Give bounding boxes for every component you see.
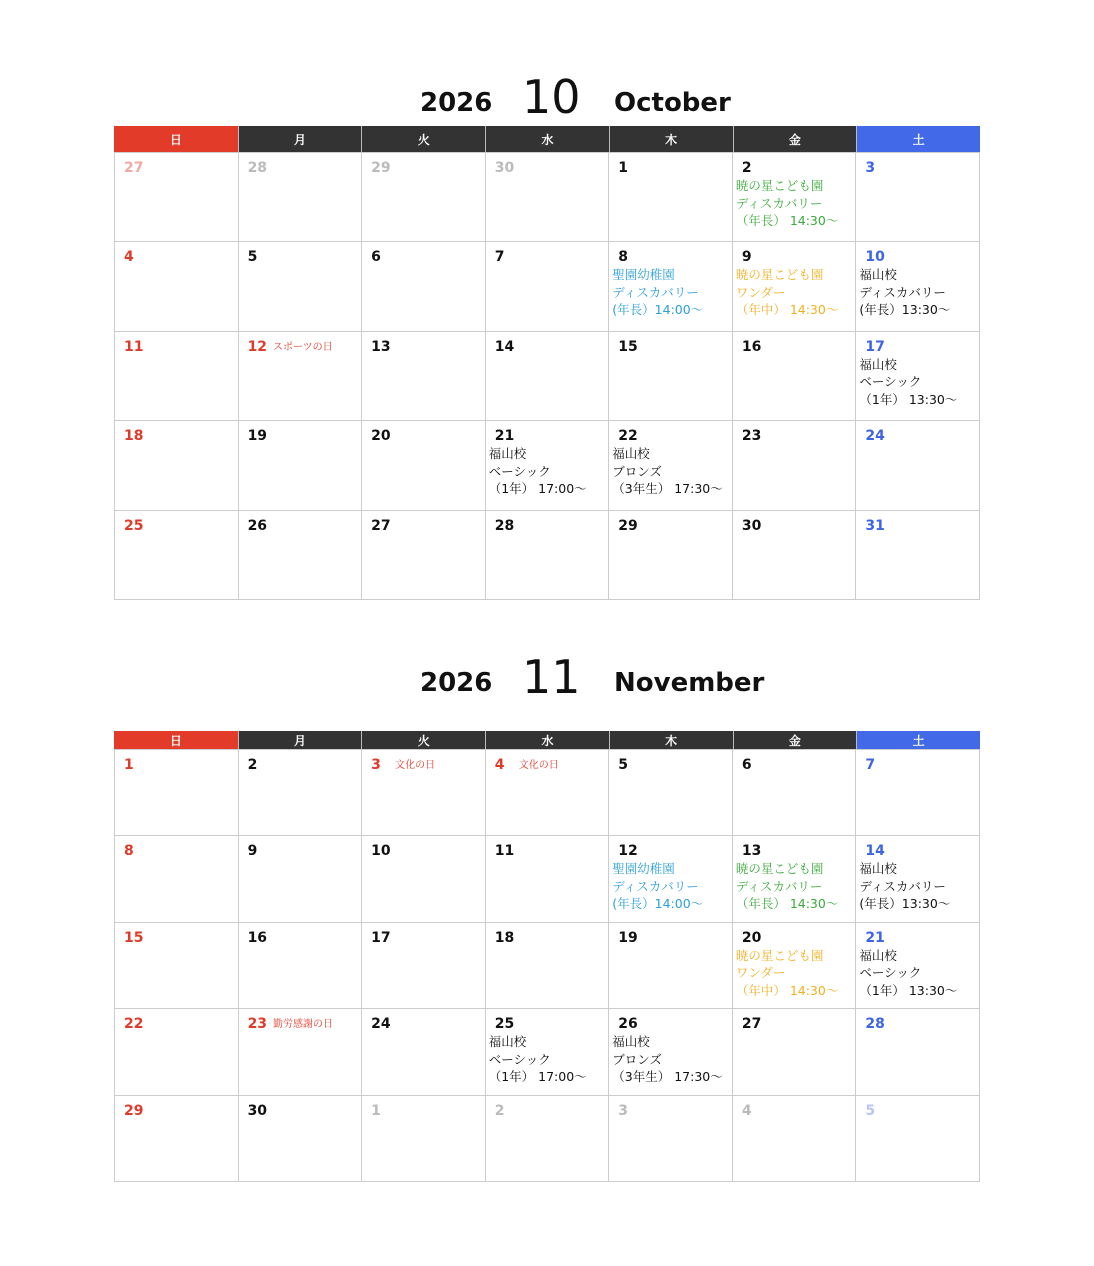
day-cell[interactable] (115, 421, 239, 510)
day-cell[interactable] (362, 511, 486, 600)
title-month-name: October (614, 88, 731, 118)
day-number: 23 (247, 1016, 268, 1033)
day-cell[interactable] (856, 332, 980, 421)
day-number: 6 (741, 757, 752, 773)
day-number: 14 (494, 338, 515, 355)
day-number: 17 (865, 338, 885, 355)
weekday-header-cell: 木 (609, 126, 733, 152)
day-number: 14 (865, 843, 885, 860)
day-cell[interactable] (609, 242, 733, 331)
holiday-label: 文化の日 (518, 760, 559, 771)
day-number: 5 (865, 1102, 876, 1119)
day-cell[interactable] (362, 923, 486, 1009)
event-line: （年長） 14:30～ (735, 213, 839, 228)
event-block (612, 266, 732, 319)
day-number: 5 (247, 249, 258, 266)
day-number: 31 (865, 517, 885, 534)
weekday-header-cell: 土 (856, 126, 980, 152)
event-line: （3年生） 17:30～ (612, 1069, 723, 1085)
event-line: 暁の星こども園 (735, 267, 824, 283)
day-number: 30 (494, 160, 515, 176)
event-line: 福山校 (859, 267, 897, 283)
day-cell[interactable] (239, 421, 363, 510)
day-cell[interactable] (115, 153, 239, 242)
day-number: 16 (741, 338, 762, 355)
day-cell[interactable] (362, 750, 486, 836)
day-number: 1 (124, 757, 134, 773)
weekday-header-cell: 木 (609, 731, 733, 749)
day-cell[interactable] (486, 511, 610, 600)
event-block (859, 356, 979, 409)
day-cell[interactable] (486, 923, 610, 1009)
day-number: 26 (618, 1016, 638, 1033)
day-number: 28 (865, 1016, 885, 1033)
day-number: 25 (494, 1016, 515, 1033)
day-number: 28 (247, 160, 268, 176)
weekday-header-cell: 月 (238, 731, 362, 749)
day-number: 9 (247, 843, 258, 860)
event-line: （年中） 14:30～ (735, 982, 839, 998)
event-line: ベーシック (859, 374, 922, 390)
day-cell[interactable] (486, 1009, 610, 1095)
event-line: (年長）14:00～ (612, 302, 704, 318)
event-line: （1年） 13:30～ (859, 391, 958, 407)
day-cell[interactable] (115, 923, 239, 1009)
weekday-header-row (114, 126, 980, 152)
day-cell[interactable] (856, 836, 980, 922)
day-cell[interactable] (486, 332, 610, 421)
event-line: 暁の星こども園 (735, 178, 824, 193)
holiday-label: 文化の日 (395, 760, 436, 771)
day-cell[interactable] (856, 1009, 980, 1095)
day-number: 12 (247, 338, 268, 355)
day-number: 9 (741, 249, 752, 266)
day-cell[interactable] (609, 1009, 733, 1095)
event-block (736, 947, 856, 1000)
event-line: 福山校 (859, 356, 897, 372)
day-number: 13 (371, 338, 391, 355)
event-block (612, 445, 732, 498)
day-number: 21 (865, 929, 885, 946)
day-number: 3 (865, 160, 876, 176)
day-cell[interactable] (362, 242, 486, 331)
day-cell[interactable] (733, 923, 857, 1009)
day-cell[interactable] (115, 511, 239, 600)
event-line: 聖園幼稚園 (612, 267, 675, 283)
title-month-name: November (614, 668, 765, 698)
event-line: 福山校 (859, 947, 897, 963)
day-cell[interactable] (609, 153, 733, 242)
day-number: 4 (124, 249, 134, 266)
day-number: 22 (124, 1016, 144, 1033)
event-line: ディスカバリー (612, 284, 699, 300)
day-cell[interactable] (362, 332, 486, 421)
day-number: 30 (741, 517, 762, 534)
day-number: 7 (865, 757, 876, 773)
day-cell[interactable] (239, 153, 363, 242)
day-cell[interactable] (486, 836, 610, 922)
event-line: 暁の星こども園 (735, 947, 824, 963)
weekday-header-cell: 火 (361, 126, 485, 152)
day-cell[interactable] (239, 511, 363, 600)
holiday-label: 勤労感謝の日 (273, 1019, 334, 1031)
weekday-header-cell: 日 (114, 126, 238, 152)
weekday-header-cell: 水 (485, 126, 609, 152)
event-block (859, 947, 979, 1000)
day-number: 13 (741, 843, 762, 860)
event-block (859, 266, 979, 319)
month-title (114, 640, 980, 704)
day-cell[interactable] (239, 750, 363, 836)
day-number: 10 (371, 843, 391, 860)
day-number: 24 (371, 1016, 391, 1033)
event-line: ディスカバリー (735, 878, 823, 894)
day-number: 4 (494, 757, 505, 773)
event-line: （年長） 14:30～ (735, 896, 839, 912)
day-number: 25 (124, 517, 144, 534)
event-line: (年長）13:30～ (859, 896, 951, 912)
event-block (736, 177, 856, 230)
day-cell[interactable] (733, 836, 857, 922)
day-cell[interactable] (239, 1096, 363, 1182)
weekday-header-cell: 月 (238, 126, 362, 152)
event-line: ワンダー (735, 284, 786, 300)
day-cell[interactable] (609, 750, 733, 836)
event-line: 福山校 (488, 1034, 527, 1050)
day-number: 11 (494, 843, 515, 860)
weekday-header-cell: 日 (114, 731, 238, 749)
day-cell[interactable] (115, 332, 239, 421)
day-cell[interactable] (733, 242, 857, 331)
day-cell[interactable] (115, 1096, 239, 1182)
day-cell[interactable] (609, 836, 733, 922)
day-cell[interactable] (362, 1096, 486, 1182)
day-number: 27 (124, 160, 144, 176)
day-number: 20 (371, 428, 391, 445)
weekday-header-cell: 金 (733, 126, 857, 152)
title-year: 2026 (420, 668, 493, 698)
event-line: ディスカバリー (735, 195, 823, 211)
day-number: 19 (247, 428, 268, 445)
day-number: 21 (494, 428, 515, 445)
day-cell[interactable] (362, 421, 486, 510)
day-cell[interactable] (239, 923, 363, 1009)
day-cell[interactable] (115, 750, 239, 836)
day-cell[interactable] (486, 153, 610, 242)
weekday-header-cell: 金 (733, 731, 857, 749)
day-number: 27 (741, 1016, 762, 1033)
event-block (489, 1033, 609, 1086)
calendar-grid (114, 152, 980, 600)
day-cell[interactable] (856, 923, 980, 1009)
day-number: 10 (865, 249, 885, 266)
day-number: 11 (124, 338, 144, 355)
day-number: 2 (247, 757, 258, 773)
day-cell[interactable] (239, 836, 363, 922)
day-number: 15 (124, 929, 144, 946)
event-line: ベーシック (488, 1051, 551, 1067)
event-line: 福山校 (612, 446, 650, 462)
day-cell[interactable] (239, 332, 363, 421)
day-cell[interactable] (609, 511, 733, 600)
event-line: （年中） 14:30～ (735, 302, 839, 318)
event-line: ベーシック (859, 965, 922, 981)
day-cell[interactable] (115, 242, 239, 331)
event-line: （1年） 17:00～ (488, 481, 587, 497)
day-cell[interactable] (486, 421, 610, 510)
event-line: 聖園幼稚園 (612, 861, 675, 877)
event-block (859, 860, 979, 913)
day-number: 19 (618, 929, 638, 946)
event-line: ベーシック (488, 463, 551, 479)
day-number: 27 (371, 517, 391, 534)
title-year: 2026 (420, 88, 493, 118)
day-number: 29 (371, 160, 391, 176)
day-cell[interactable] (486, 750, 610, 836)
day-number: 6 (371, 249, 381, 266)
weekday-header-cell: 水 (485, 731, 609, 749)
day-number: 18 (494, 929, 515, 946)
event-block (612, 860, 732, 913)
day-cell[interactable] (733, 750, 857, 836)
weekday-header-row (114, 731, 980, 749)
day-number: 30 (247, 1102, 268, 1119)
weekday-header-cell: 土 (856, 731, 980, 749)
event-line: (年長）13:30～ (859, 302, 951, 318)
holiday-label: スポーツの日 (273, 341, 333, 353)
day-number: 5 (618, 757, 629, 773)
day-number: 18 (124, 428, 144, 445)
day-number: 8 (618, 249, 629, 266)
event-line: ワンダー (735, 965, 786, 981)
title-month-number: 11 (522, 650, 581, 704)
day-cell[interactable] (856, 750, 980, 836)
day-number: 29 (618, 517, 638, 534)
day-number: 20 (741, 929, 762, 946)
event-line: ディスカバリー (859, 284, 946, 300)
day-cell[interactable] (115, 1009, 239, 1095)
day-cell[interactable] (362, 1009, 486, 1095)
event-line: （1年） 13:30～ (859, 982, 958, 998)
day-cell[interactable] (733, 1096, 857, 1182)
day-cell[interactable] (733, 421, 857, 510)
day-number: 2 (494, 1102, 505, 1119)
event-line: 福山校 (612, 1034, 650, 1050)
day-cell[interactable] (609, 421, 733, 510)
day-cell[interactable] (856, 1096, 980, 1182)
weekday-header-cell: 火 (361, 731, 485, 749)
day-number: 16 (247, 929, 268, 946)
day-cell[interactable] (609, 1096, 733, 1182)
day-cell[interactable] (239, 1009, 363, 1095)
event-line: （3年生） 17:30～ (612, 481, 723, 497)
day-number: 28 (494, 517, 515, 534)
event-line: ブロンズ (612, 463, 662, 479)
day-cell[interactable] (856, 511, 980, 600)
event-block (736, 860, 856, 913)
event-block (612, 1033, 732, 1086)
day-number: 3 (618, 1102, 629, 1119)
day-number: 3 (371, 757, 381, 773)
day-cell[interactable] (856, 242, 980, 331)
day-number: 15 (618, 338, 638, 355)
day-cell[interactable] (733, 511, 857, 600)
day-cell[interactable] (856, 421, 980, 510)
day-cell[interactable] (609, 332, 733, 421)
day-cell[interactable] (609, 923, 733, 1009)
day-cell[interactable] (362, 153, 486, 242)
day-number: 24 (865, 428, 885, 445)
day-number: 7 (494, 249, 505, 266)
event-line: 暁の星こども園 (735, 861, 824, 877)
day-cell[interactable] (733, 1009, 857, 1095)
day-number: 1 (371, 1102, 381, 1119)
day-number: 8 (124, 843, 134, 860)
event-block (736, 266, 856, 319)
title-month-number: 10 (522, 70, 581, 124)
event-line: （1年） 17:00～ (488, 1069, 587, 1085)
month-title (114, 60, 980, 124)
day-number: 2 (741, 160, 752, 176)
day-number: 4 (741, 1102, 752, 1119)
day-number: 1 (618, 160, 629, 176)
day-cell[interactable] (486, 1096, 610, 1182)
day-cell[interactable] (362, 836, 486, 922)
event-line: ディスカバリー (612, 878, 699, 894)
event-line: ブロンズ (612, 1051, 662, 1067)
event-line: 福山校 (859, 861, 897, 877)
day-number: 29 (124, 1102, 144, 1119)
event-line: ディスカバリー (859, 878, 946, 894)
day-number: 23 (741, 428, 762, 445)
day-cell[interactable] (856, 153, 980, 242)
day-cell[interactable] (239, 242, 363, 331)
event-block (489, 445, 609, 498)
day-cell[interactable] (486, 242, 610, 331)
day-number: 17 (371, 929, 391, 946)
day-number: 22 (618, 428, 638, 445)
day-number: 12 (618, 843, 638, 860)
event-line: (年長）14:00～ (612, 896, 704, 912)
day-number: 26 (247, 517, 268, 534)
day-cell[interactable] (733, 332, 857, 421)
day-cell[interactable] (115, 836, 239, 922)
day-cell[interactable] (733, 153, 857, 242)
event-line: 福山校 (488, 446, 527, 462)
calendar-grid (114, 749, 980, 1182)
